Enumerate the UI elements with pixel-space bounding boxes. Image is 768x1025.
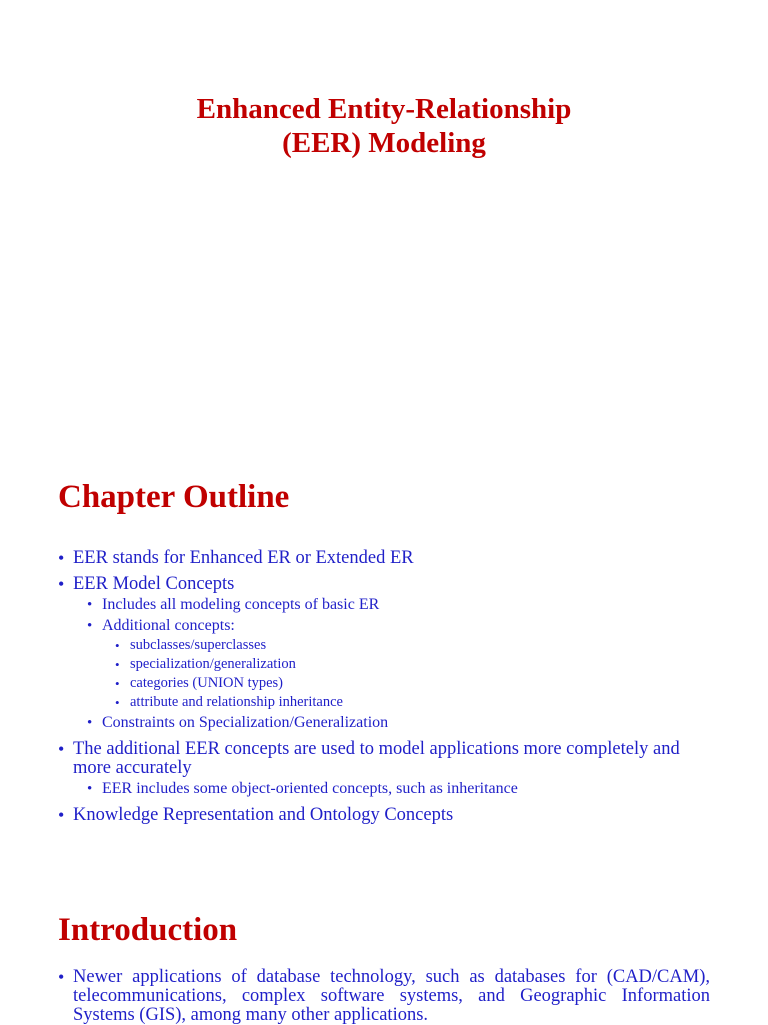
introduction-list	[58, 968, 710, 1025]
bullet-icon: •	[58, 967, 65, 987]
title-line-2: (EER) Modeling	[282, 127, 486, 159]
list-item-text: The additional EER concepts are used to model applications more completely and more accurately	[73, 739, 680, 778]
list-item-text: attribute and relationship inheritance	[130, 694, 343, 710]
bullet-icon: •	[87, 715, 93, 731]
chapter-outline-list	[58, 549, 710, 825]
list-item	[58, 616, 710, 636]
list-item-text: EER stands for Enhanced ER or Extended ER	[73, 548, 414, 568]
list-item	[58, 636, 710, 655]
list-item	[58, 713, 710, 733]
list-item-text: Constraints on Specialization/Generalization	[102, 714, 389, 731]
bullet-icon: •	[58, 739, 65, 759]
list-item	[58, 655, 710, 674]
list-item	[58, 674, 710, 693]
bullet-icon: •	[115, 676, 120, 691]
bullet-icon: •	[58, 805, 65, 825]
list-item	[58, 806, 710, 825]
bullet-icon: •	[87, 618, 93, 634]
slide-title	[0, 92, 768, 160]
list-item-text: EER Model Concepts	[73, 574, 235, 594]
list-item-text: specialization/generalization	[130, 656, 296, 672]
bullet-icon: •	[115, 638, 120, 653]
title-line-1: Enhanced Entity-Relationship	[196, 93, 572, 125]
list-item	[58, 968, 710, 1025]
list-item-text: EER includes some object-oriented concepts, such as inheritance	[102, 780, 518, 797]
bullet-icon: •	[87, 781, 93, 797]
list-item	[58, 575, 710, 594]
introduction-heading: Introduction	[58, 912, 238, 948]
bullet-icon: •	[115, 657, 120, 672]
bullet-icon: •	[87, 597, 93, 613]
list-item-text: categories (UNION types)	[130, 675, 284, 691]
bullet-icon: •	[58, 574, 65, 594]
bullet-icon: •	[115, 695, 120, 710]
list-item-text: Includes all modeling concepts of basic ER	[102, 596, 380, 613]
list-item	[58, 779, 710, 799]
list-item-text: Additional concepts:	[102, 617, 235, 634]
chapter-outline-heading: Chapter Outline	[58, 479, 290, 515]
list-item-text: Knowledge Representation and Ontology Concepts	[73, 805, 454, 825]
list-item	[58, 693, 710, 712]
list-item	[58, 549, 710, 568]
list-item-text: Newer applications of database technology, such as databases for (CAD/CAM), telecommunications, complex software systems, and Geographic Information Systems (GIS), among many other applications.	[73, 967, 710, 1025]
list-item	[58, 740, 710, 778]
list-item-text: subclasses/superclasses	[130, 637, 267, 653]
list-item	[58, 595, 710, 615]
bullet-icon: •	[58, 548, 65, 568]
